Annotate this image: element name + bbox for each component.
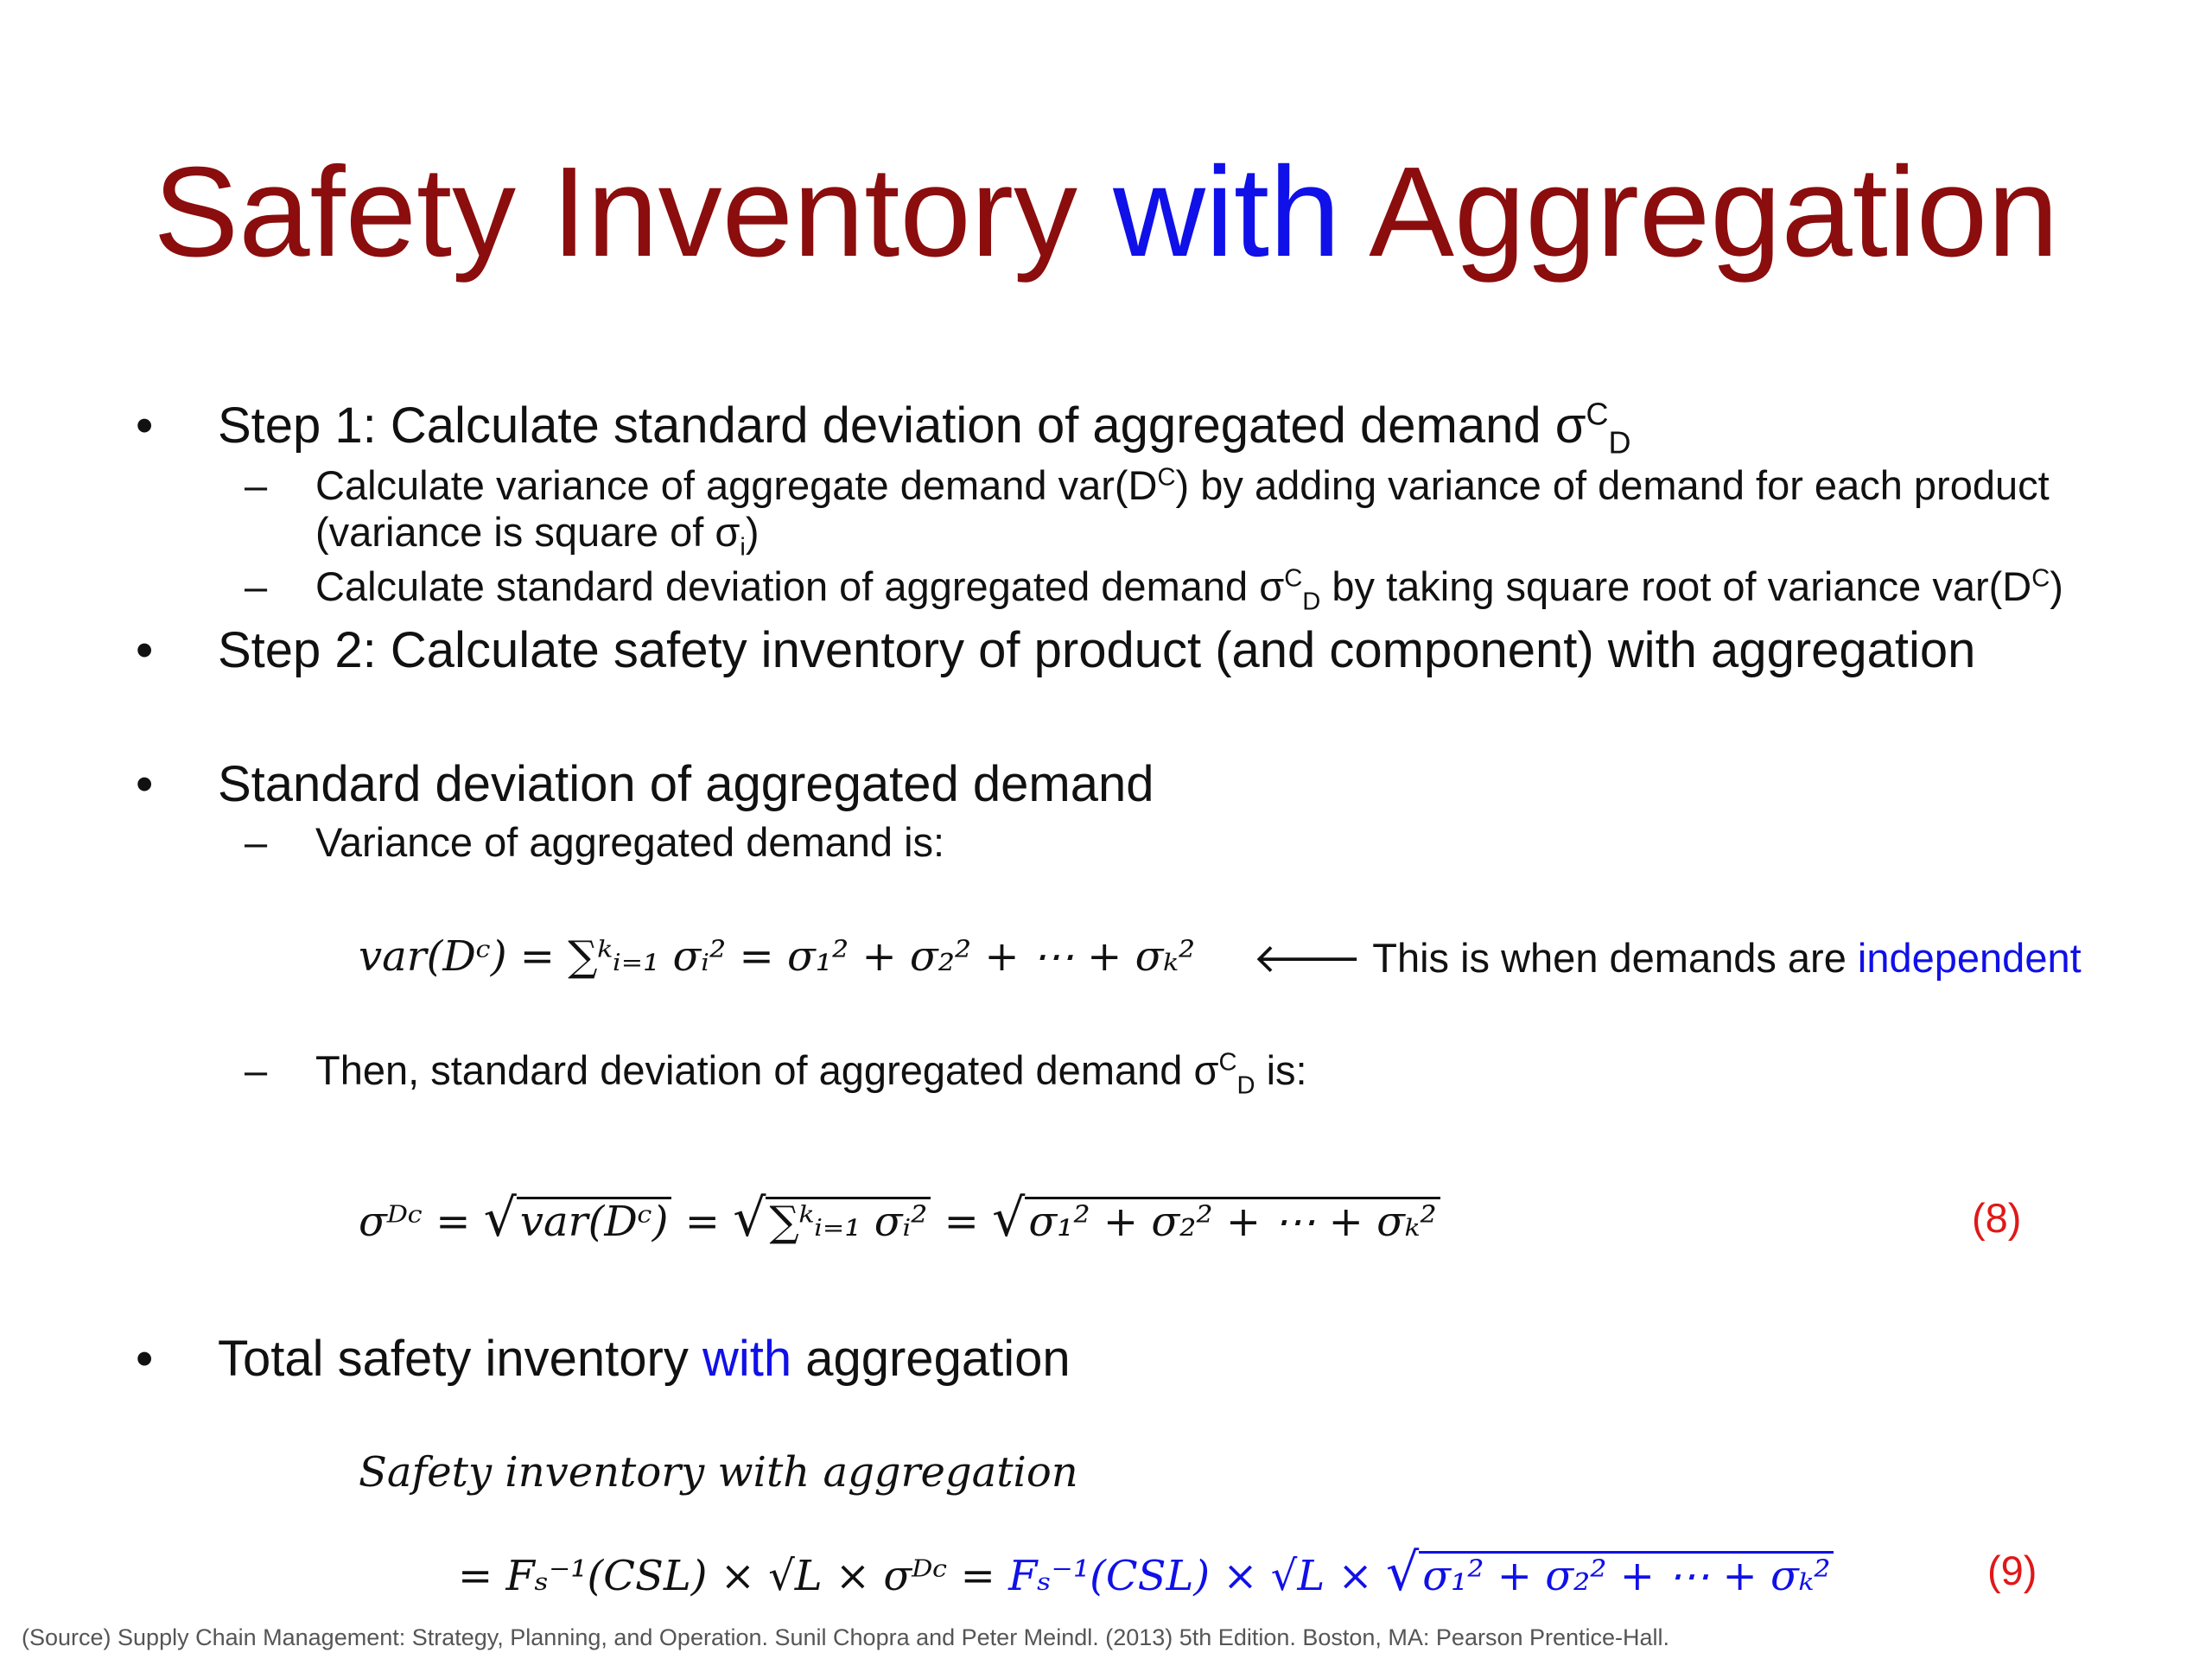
bullet-dot: • (136, 1331, 154, 1387)
sub2-sub: D (1302, 588, 1321, 616)
variance-label: Variance of aggregated demand is: (315, 819, 945, 865)
eq8-equals-3: = (944, 1198, 979, 1246)
bullet-step-2 (136, 620, 1976, 681)
eq9-black: = Fₛ⁻¹(CSL) × √L × σᴰᶜ = (458, 1552, 995, 1600)
sub2-text-c: ) (2050, 563, 2063, 609)
source-citation: (Source) Supply Chain Management: Strategy, Planning, and Operation. Sunil Chopra and Peter Meindl. (2013) 5th Edition. Boston, MA: Pearson Prentice-Hall. (22, 1624, 1670, 1650)
step-2-text: Step 2: Calculate safety inventory of product (and component) with aggregation (218, 622, 1976, 678)
bullet-total (136, 1329, 1071, 1389)
total-text-a: Total safety inventory (218, 1331, 702, 1387)
sub2-text-b: by taking square root of variance var(D (1320, 563, 2032, 609)
step-1-sub: D (1608, 424, 1631, 461)
step-1-sup: C (1586, 396, 1609, 432)
then-text-b: is: (1255, 1047, 1307, 1093)
equation-number-9: (9) (1987, 1548, 2037, 1593)
sub2-sup2: C (2031, 564, 2050, 593)
sub1-line2-a: (variance is square of σ (315, 509, 741, 556)
sub1-text-a: Calculate variance of aggregate demand var(D (315, 462, 1158, 508)
equation-8 (359, 1188, 1440, 1249)
dash-glyph: – (245, 1047, 268, 1093)
slide-title (0, 143, 2212, 283)
dash-glyph: – (245, 563, 268, 609)
sub1-sup: C (1157, 463, 1176, 492)
bullet-dot: • (136, 756, 154, 812)
eq8-lhs: σᴰᶜ (359, 1198, 423, 1246)
stddev-text: Standard deviation of aggregated demand (218, 756, 1154, 812)
equation-9 (458, 1542, 1834, 1603)
dash-glyph: – (245, 819, 268, 865)
sqrt-icon: √ (483, 1188, 517, 1249)
total-text-c: aggregation (791, 1331, 1071, 1387)
sub-bullet-variance (245, 462, 2050, 562)
eq8-radicand-2: ∑ᵏᵢ₌₁ σᵢ² (766, 1197, 931, 1243)
sub1-line2-sub: i (740, 533, 746, 562)
sub1-text-b: ) by adding variance of demand for each product (1175, 462, 2050, 508)
then-sup: C (1218, 1048, 1237, 1077)
sub1-line2-b: ) (745, 509, 760, 556)
independence-note (1253, 935, 2082, 982)
eq8-equals-1: = (435, 1198, 471, 1246)
title-part-1: Safety Inventory (153, 141, 1114, 283)
step-1-text: Step 1: Calculate standard deviation of aggregated demand σ (218, 397, 1586, 454)
sub-bullet-then (245, 1047, 1307, 1100)
variance-formula: var(Dᶜ) = ∑ᵏᵢ₌₁ σᵢ² = σ₁² + σ₂² + ⋯ + σₖ² (359, 932, 1196, 981)
title-with: with (1113, 141, 1341, 283)
sub2-sup: C (1284, 564, 1303, 593)
equation-number-8: (8) (1972, 1195, 2022, 1241)
bullet-step-1 (136, 396, 1631, 461)
sqrt-icon: √ (733, 1188, 766, 1249)
eq9-radicand: σ₁² + σ₂² + ⋯ + σₖ² (1419, 1551, 1834, 1597)
sub-bullet-stddev (245, 563, 2063, 616)
total-with: with (702, 1331, 792, 1387)
bullet-dot: • (136, 622, 154, 678)
bullet-dot: • (136, 397, 154, 454)
note-text: 🡐 This is when demands are (1253, 935, 1858, 981)
eq8-equals-2: = (684, 1198, 720, 1246)
then-text-a: Then, standard deviation of aggregated demand σ (315, 1047, 1219, 1093)
eq9-blue-a: Fₛ⁻¹(CSL) × √L × (1008, 1552, 1373, 1600)
eq8-radicand-1: var(Dᶜ) (517, 1197, 672, 1243)
dash-glyph: – (245, 462, 268, 508)
title-part-3: Aggregation (1340, 141, 2059, 283)
formula-line-1: Safety inventory with aggregation (359, 1448, 1078, 1497)
eq8-radicand-3: σ₁² + σ₂² + ⋯ + σₖ² (1025, 1197, 1440, 1243)
note-independent: independent (1857, 935, 2082, 981)
sub-bullet-variance-label (245, 819, 945, 866)
sqrt-icon: √ (992, 1188, 1026, 1249)
then-sub: D (1236, 1071, 1255, 1100)
sub2-text-a: Calculate standard deviation of aggregated demand σ (315, 563, 1285, 609)
bullet-stddev (136, 754, 1154, 815)
sqrt-icon: √ (1386, 1542, 1420, 1603)
